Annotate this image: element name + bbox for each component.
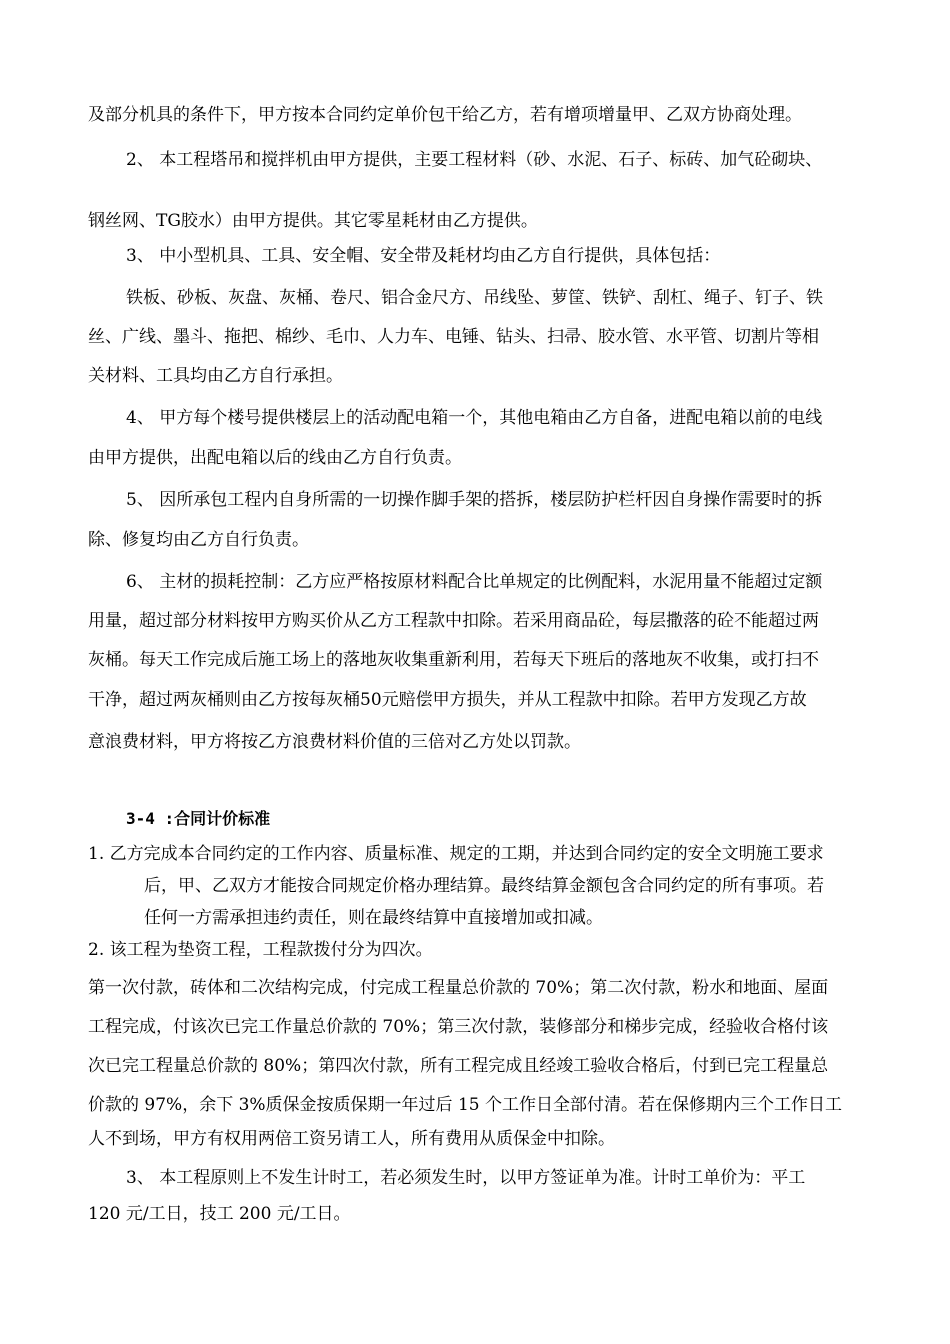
paragraph-line: 铁板、砂板、灰盘、灰桶、卷尺、铝合金尺方、吊线坠、萝筐、铁铲、刮杠、绳子、钉子、铁 (126, 288, 823, 308)
paragraph-line: 2. 该工程为垫资工程，工程款拨付分为四次。 (88, 940, 433, 960)
paragraph-line: 关材料、工具均由乙方自行承担。 (88, 366, 343, 386)
paragraph-line: 3、 中小型机具、工具、安全帽、安全带及耗材均由乙方自行提供，具体包括： (126, 246, 721, 266)
paragraph-line: 6、 主材的损耗控制：乙方应严格按原材料配合比单规定的比例配料，水泥用量不能超过定额 (126, 572, 823, 592)
paragraph-line: 除、修复均由乙方自行负责。 (88, 530, 309, 550)
paragraph-line: 用量，超过部分材料按甲方购买价从乙方工程款中扣除。若采用商品砼，每层撒落的砼不能超过两 (88, 611, 819, 631)
paragraph-line: 2、 本工程塔吊和搅拌机由甲方提供，主要工程材料（砂、水泥、石子、标砖、加气砼砌块、 (126, 150, 823, 170)
paragraph-line: 干净，超过两灰桶则由乙方按每灰桶50元赔偿甲方损失，并从工程款中扣除。若甲方发现乙方故 (88, 690, 807, 710)
paragraph-line: 丝、广线、墨斗、拖把、棉纱、毛巾、人力车、电锤、钻头、扫帚、胶水管、水平管、切割片等相 (88, 327, 819, 347)
paragraph-line: 及部分机具的条件下，甲方按本合同约定单价包干给乙方，若有增项增量甲、乙双方协商处理。 (88, 105, 802, 125)
paragraph-line: 次已完工程量总价款的 80%；第四次付款，所有工程完成且经竣工验收合格后，付到已完工程量总 (88, 1056, 829, 1076)
paragraph-line: 意浪费材料，甲方将按乙方浪费材料价值的三倍对乙方处以罚款。 (88, 732, 581, 752)
paragraph-line: 灰桶。每天工作完成后施工场上的落地灰收集重新利用，若每天下班后的落地灰不收集，或打扫不 (88, 650, 819, 670)
paragraph-line: 由甲方提供，出配电箱以后的线由乙方自行负责。 (88, 448, 462, 468)
paragraph-line: 任何一方需承担违约责任，则在最终结算中直接增加或扣减。 (144, 908, 603, 928)
section-heading: 3-4 :合同计价标准 (126, 809, 271, 828)
paragraph-line: 3、 本工程原则上不发生计时工，若必须发生时，以甲方签证单为准。计时工单价为：平工 (126, 1168, 806, 1188)
paragraph-line: 1. 乙方完成本合同约定的工作内容、质量标准、规定的工期，并达到合同约定的安全文明施工要求 (88, 844, 824, 864)
paragraph-line: 5、 因所承包工程内自身所需的一切操作脚手架的搭拆，楼层防护栏杆因自身操作需要时的拆 (126, 490, 823, 510)
paragraph-line: 工程完成，付该次已完工作量总价款的 70%；第三次付款，装修部分和梯步完成，经验收合格付该 (88, 1017, 829, 1037)
paragraph-line: 价款的 97%，余下 3%质保金按质保期一年过后 15 个工作日全部付清。若在保修期内三个工作日工 (88, 1095, 842, 1115)
paragraph-line: 4、 甲方每个楼号提供楼层上的活动配电箱一个，其他电箱由乙方自备，进配电箱以前的电线 (126, 408, 823, 428)
paragraph-line: 钢丝网、TG胶水）由甲方提供。其它零星耗材由乙方提供。 (88, 211, 538, 231)
paragraph-line: 后，甲、乙双方才能按合同规定价格办理结算。最终结算金额包含合同约定的所有事项。若 (144, 876, 824, 896)
paragraph-line: 第一次付款，砖体和二次结构完成，付完成工程量总价款的 70%；第二次付款，粉水和地面、屋面 (88, 978, 829, 998)
paragraph-line: 人不到场，甲方有权用两倍工资另请工人，所有费用从质保金中扣除。 (88, 1129, 615, 1149)
paragraph-line: 120 元/工日，技工 200 元/工日。 (88, 1204, 351, 1224)
